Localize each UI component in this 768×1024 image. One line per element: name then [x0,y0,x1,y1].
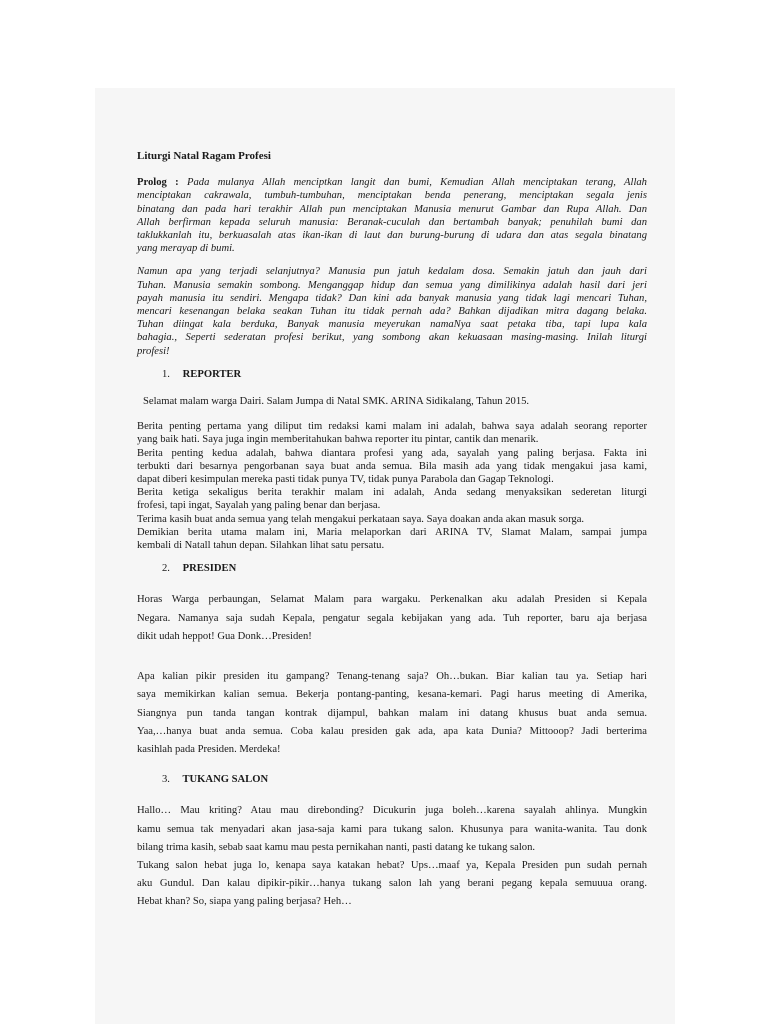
document-content [137,150,647,926]
salon-line: Tukang salon hebat juga lo, kenapa saya katakan hebat? Ups…maaf ya, Kepala Presiden pun sudah pernah [137,859,647,871]
salon-line: Hallo… Mau kriting? Atau mau direbonding? Dicukurin juga boleh…karena sayalah ahlinya. Mungkin [137,805,647,817]
section-title: TUKANG SALON [182,774,269,786]
presiden-line: Yaa,…hanya buat anda semua. Coba kalau presiden gak ada, apa kata Dunia? Mittooop? Jadi berterima [137,725,647,737]
section-heading-tukang-salon [137,773,647,786]
presiden-line: Horas Warga perbaungan, Selamat Malam para wargaku. Perkenalkan aku adalah Presiden si Kepala [137,594,647,606]
salon-line: aku Gundul. Dan kalau dipikir-pikir…hanya tukang salon lah yang berani pegang kepala semuuua orang. [137,878,647,890]
reporter-line: Berita penting kedua adalah, bahwa diantara profesi yang ada, sayalah yang paling berjasa. Fakta ini [137,447,647,459]
prolog-line: yang merayap di bumi. [137,243,235,255]
presiden-paragraph-1 [137,591,647,646]
reporter-line: Terima kasih buat anda semua yang telah mengakui perkataan saya. Saya doakan anda akan masuk sorga. [137,513,585,525]
section-title: REPORTER [182,368,242,380]
section-heading-reporter [137,368,647,381]
fall-line: Tuhan diingat kala berduka, Banyak manusia meyerukan namaNya saat petaka tiba, tapi lupa kala [137,319,647,331]
prolog-line: menciptakan cakrawala, tumbuh-tumbuhan, menciptakan benda penerang, menciptakan segala jenis [137,190,647,202]
reporter-greeting: Selamat malam warga Dairi. Salam Jumpa di Natal SMK. ARINA Sidikalang, Tahun 2015. [143,396,530,408]
reporter-line: dapat diberi kesimpulan mereka pasti tidak punya TV, tidak punya Parabola dan Gagap Teknologi. [137,474,554,486]
prolog-line: Allah berfirman kepada seluruh manusia: Beranak-cuculah dan bertambah banyak; penuhilah bumi dan [137,216,647,228]
document-title: Liturgi Natal Ragam Profesi [137,150,271,162]
prolog-label: Prolog : [137,177,179,189]
section-number: 3. [162,774,170,786]
presiden-line: Negara. Namanya saja sudah Kepala, pengatur segala kebijakan yang ada. Tuh reporter, baru aja berjasa [137,612,647,624]
reporter-paragraph [137,420,647,552]
fall-line: Namun apa yang terjadi selanjutnya? Manusia pun jatuh kedalam dosa. Semakin jatuh dan jauh dari [137,266,647,278]
reporter-line: Berita ketiga sekaligus berita terakhir malam ini adalah, Anda sedang menyaksikan sederetan liturgi [137,487,647,499]
reporter-line: yang baik hati. Saya juga ingin memberitahukan bahwa reporter itu pintar, cantik dan menarik. [137,434,539,446]
section-number: 2. [162,563,170,575]
prolog-paragraph [137,176,647,255]
fall-line: profesi! [137,345,170,357]
reporter-line: kembali di Natall tahun depan. Silahkan lihat satu persatu. [137,540,385,552]
fall-line: Tuhan. Manusia semakin sombong. Menganggap hidup dan semua yang dimilikinya adalah hasil dari jeri [137,279,647,291]
salon-line: kamu semua tak menyadari akan jasa-saja kami para tukang salon. Khusunya para wanita-wanita. Tau donk [137,823,647,835]
reporter-line: terbukti dari besarnya pengorbanan saya buat anda semua. Bila masih ada yang tidak mengakui jasa kami, [137,460,647,472]
fall-line: mencari kesenangan belaka seakan Tuhan itu tidak pernah ada? Bahkan dijadikan mitra dagang belaka. [137,306,647,318]
section-number: 1. [162,368,170,380]
prolog-line: taklukkanlah itu, berkuasalah atas ikan-ikan di laut dan burung-burung di udara dan atas segala binatang [137,230,647,242]
presiden-line: saya memikirkan kalian semua. Bekerja pontang-panting, kesana-kemari. Pagi harus meeting di Amerika, [137,689,647,701]
fall-paragraph [137,265,647,357]
fall-line: payah manusia itu sendiri. Mengapa tidak? Dan kini ada banyak manusia yang tidak lagi mencari Tuhan, [137,292,647,304]
reporter-line: frofesi, tapi ingat, Sayalah yang paling benar dan berjasa. [137,500,381,512]
section-title: PRESIDEN [182,563,237,575]
prolog-line: binatang dan pada hari terakhir Allah pun menciptakan Manusia menurut Gambar dan Rupa Allah. Dan [137,203,647,215]
reporter-line: Berita penting pertama yang diliput tim redaksi kami malam ini adalah, bahwa saya adalah seorang reporter [137,421,647,433]
fall-line: bahagia., Seperti sederatan profesi berikut, yang sombong akan kekuasaan masing-masing. Inilah liturgi [137,332,647,344]
presiden-line: Siangnya pun tanda tangan kontrak dijampul, bahkan malam ini datang khusus buat anda semua. [137,707,647,719]
presiden-line: Apa kalian pikir presiden itu gampang? Tenang-tenang saja? Oh…bukan. Biar kalian tau ya. Setiap hari [137,671,647,683]
presiden-paragraph-2 [137,668,647,759]
salon-line: Hebat khan? So, siapa yang paling berjasa? Heh… [137,896,352,908]
salon-paragraph [137,802,647,911]
presiden-line: kasihlah pada Presiden. Merdeka! [137,743,281,755]
prolog-line: Pada mulanya Allah menciptkan langit dan bumi, Kemudian Allah menciptakan terang, Allah [187,177,647,189]
salon-line: bilang trima kasih, sebab saat kamu mau pesta pernikahan nanti, pasti datang ke tukang salon. [137,841,536,853]
section-heading-presiden [137,562,647,575]
presiden-line: dikit udah heppot! Gua Donk…Presiden! [137,630,312,642]
reporter-line: Demikian berita utama malam ini, Maria melaporkan dari ARINA TV, Slamat Malam, sampai jumpa [137,526,647,538]
